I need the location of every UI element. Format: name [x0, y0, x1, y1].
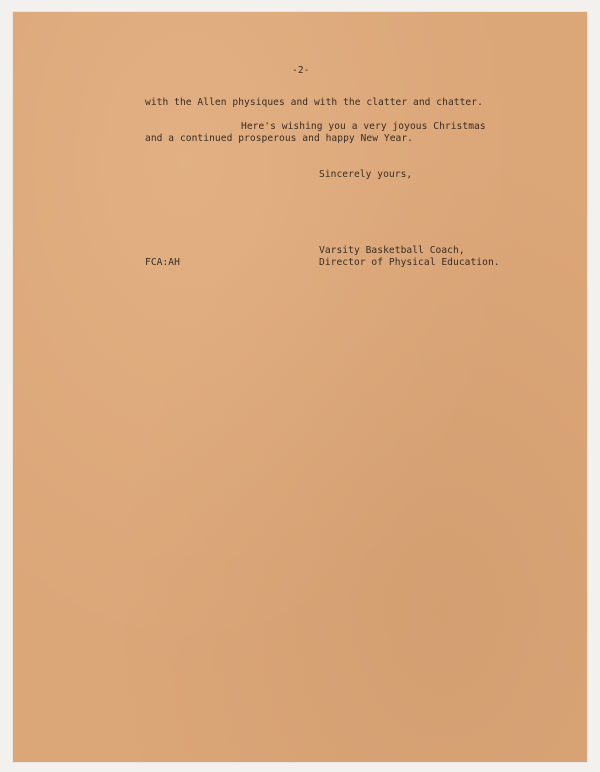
- closing: Sincerely yours,: [319, 169, 413, 180]
- signature-title-line-2: Director of Physical Education.: [319, 257, 500, 268]
- reference-initials: FCA:AH: [145, 257, 180, 268]
- body-line-3: and a continued prosperous and happy New Year.: [145, 133, 413, 144]
- letter-page: [13, 12, 587, 762]
- body-line-1: with the Allen physiques and with the clatter and chatter.: [145, 97, 483, 108]
- page-number: -2-: [292, 65, 310, 76]
- body-line-2: Here's wishing you a very joyous Christmas: [241, 121, 486, 132]
- signature-title-line-1: Varsity Basketball Coach,: [319, 245, 465, 256]
